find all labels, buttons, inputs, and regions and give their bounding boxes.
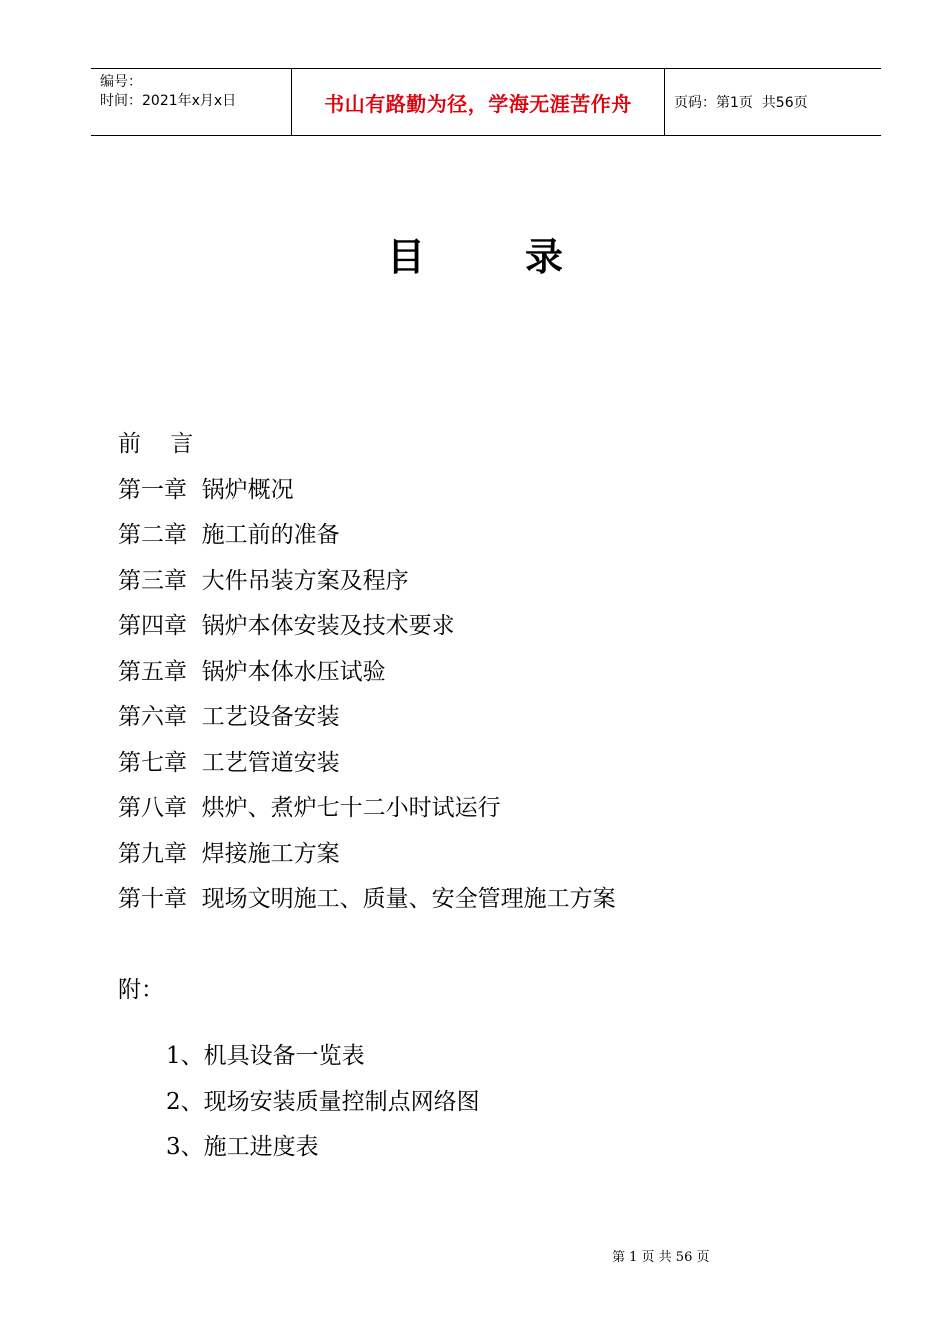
toc-item-chapter-9: 第九章 焊接施工方案	[118, 840, 340, 867]
appendix-item-1: 1、机具设备一览表	[166, 1043, 365, 1069]
title-char-2: 录	[525, 235, 564, 279]
page-header	[91, 68, 881, 136]
appendix-list	[166, 1036, 480, 1173]
header-meta-cell	[91, 69, 292, 135]
toc-item-chapter-8: 第八章 烘炉、煮炉七十二小时试运行	[118, 795, 501, 821]
page-footer: 第 1 页 共 56 页	[612, 1250, 710, 1265]
toc-item-chapter-1: 第一章 锅炉概况	[118, 476, 294, 503]
document-number-label: 编号：	[100, 74, 142, 90]
toc-item-chapter-7: 第七章 工艺管道安装	[118, 749, 340, 776]
toc-item-chapter-4: 第四章 锅炉本体安装及技术要求	[118, 613, 455, 639]
header-motto-cell	[292, 69, 665, 135]
toc-item-preface: 前 言	[118, 431, 194, 457]
document-time-label: 时间：2021年x月x日	[100, 93, 237, 109]
toc-item-chapter-2: 第二章 施工前的准备	[118, 522, 340, 548]
toc-item-chapter-3: 第三章 大件吊装方案及程序	[118, 567, 409, 594]
header-page-cell	[665, 69, 881, 135]
header-page-info: 页码：第1页 共56页	[674, 95, 808, 111]
toc-item-chapter-5: 第五章 锅炉本体水压试验	[118, 658, 386, 685]
appendix-item-3: 3、施工进度表	[166, 1134, 319, 1160]
header-motto: 书山有路勤为径，学海无涯苦作舟	[324, 91, 632, 116]
appendix-item-2: 2、现场安装质量控制点网络图	[166, 1088, 480, 1115]
toc-item-chapter-10: 第十章 现场文明施工、质量、安全管理施工方案	[118, 886, 616, 912]
table-of-contents	[118, 424, 616, 925]
page-title	[0, 226, 950, 281]
title-char-1: 目	[386, 235, 425, 279]
appendix-label: 附：	[118, 977, 164, 1003]
toc-item-chapter-6: 第六章 工艺设备安装	[118, 704, 340, 730]
